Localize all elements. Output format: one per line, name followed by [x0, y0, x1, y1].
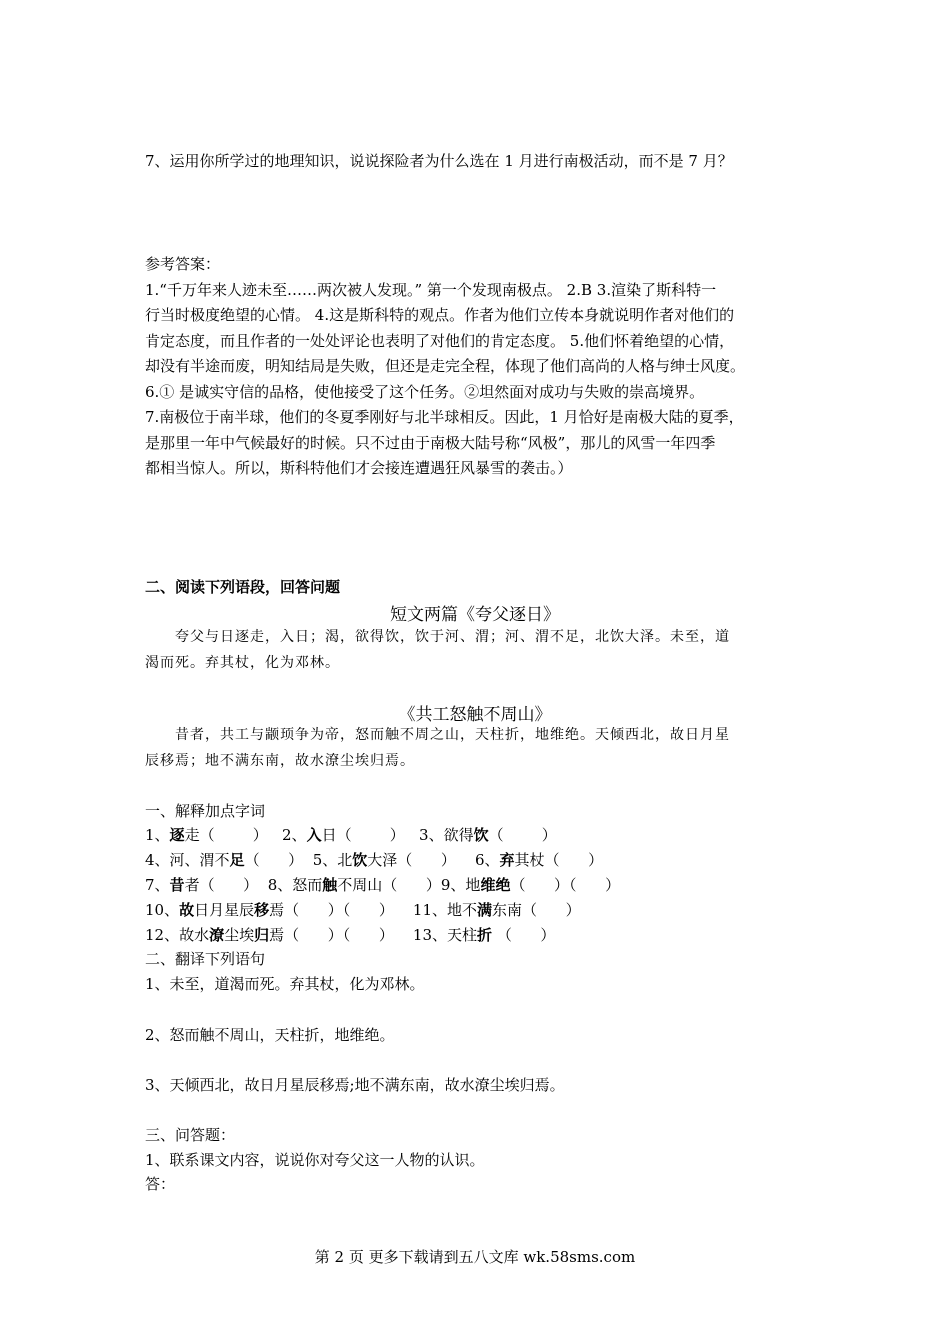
vocab-row: 7、昔者（ ） 8、怒而触不周山（ ）9、地维绝（ ）（ ） — [145, 876, 621, 894]
dotted-word: 饮 — [352, 851, 368, 869]
dotted-word: 逐 — [169, 826, 185, 844]
translate-sentence-1: 1、未至，道渴而死。弃其杖，化为邓林。 — [145, 975, 425, 993]
answer-line: 7.南极位于南半球，他们的冬夏季刚好与北半球相反。因此，1 月恰好是南极大陆的夏季， — [145, 408, 744, 426]
translate-sentence-3: 3、天倾西北，故日月星辰移焉;地不满东南，故水潦尘埃归焉。 — [145, 1076, 565, 1094]
dotted-word: 触 — [322, 876, 338, 894]
dotted-word: 入 — [306, 826, 322, 844]
text-1-line: 夸父与日逐走，入日；渴，欲得饮，饮于河、渭；河、渭不足，北饮大泽。未至，道 — [175, 629, 730, 645]
answer-line: 却没有半途而废，明知结局是失败，但还是走完全程，体现了他们高尚的人格与绅士风度。 — [145, 357, 746, 375]
dotted-word: 移 — [254, 901, 270, 919]
text-2-line: 辰移焉；地不满东南，故水潦尘埃归焉。 — [145, 753, 415, 769]
answer-heading: 参考答案： — [145, 255, 221, 273]
dotted-word: 饮 — [473, 826, 489, 844]
reference-answer — [145, 252, 835, 482]
part-3-heading: 三、问答题： — [145, 1126, 236, 1144]
text-2-title: 《共工怒触不周山》 — [398, 705, 552, 725]
text-1-body — [145, 624, 730, 676]
vocab-row: 1、逐走（ ） 2、入日（ ） 3、欲得饮（ ） — [145, 826, 557, 844]
dotted-word: 昔 — [169, 876, 185, 894]
question-7: 7、运用你所学过的地理知识，说说探险者为什么选在 1 月进行南极活动，而不是 7 月？ — [145, 152, 733, 170]
dotted-word: 归 — [254, 926, 270, 944]
answer-line: 行当时极度绝望的心情。 4.这是斯科特的观点。作者为他们立传本身就说明作者对他们的 — [145, 306, 735, 324]
part-1-heading: 一、解释加点字词 — [145, 802, 266, 820]
text-1-line: 渴而死。弃其杖，化为邓林。 — [145, 655, 340, 671]
answer-line: 是那里一年中气候最好的时候。只不过由于南极大陆号称“风极”，那儿的风雪一年四季 — [145, 433, 716, 452]
dotted-word: 折 — [477, 926, 493, 944]
dotted-word: 潦 — [209, 926, 225, 944]
text-1-title: 短文两篇《夸父逐日》 — [390, 605, 560, 625]
dotted-word: 维绝 — [480, 876, 511, 894]
answer-line: 6.① 是诚实守信的品格，使他接受了这个任务。②坦然面对成功与失败的崇高境界。 — [145, 382, 705, 401]
vocab-row: 4、河、渭不足（ ） 5、北饮大泽（ ） 6、弃其杖（ ） — [145, 851, 604, 869]
answer-label: 答： — [145, 1175, 176, 1193]
dotted-word: 满 — [477, 901, 493, 919]
answer-line: 都相当惊人。所以，斯科特他们才会接连遭遇狂风暴雪的袭击。） — [145, 459, 573, 477]
dotted-word: 足 — [229, 851, 245, 869]
text-2-body — [145, 722, 730, 774]
answer-line: 1.“千万年来人迹未至……两次被人发现。” 第一个发现南极点。 2.B 3.渲染了斯科特一 — [145, 280, 717, 299]
text-2-line: 昔者，共工与颛顼争为帝，怒而触不周之山，天柱折，地维绝。天倾西北，故日月星 — [175, 727, 730, 743]
part-2-heading: 二、翻译下列语句 — [145, 950, 266, 968]
vocab-row: 12、故水潦尘埃归焉（ ）（ ） 13、天柱折 （ ） — [145, 926, 556, 944]
section-2-heading: 二、阅读下列语段，回答问题 — [145, 578, 341, 596]
dotted-word: 故 — [179, 901, 195, 919]
answer-line: 肯定态度，而且作者的一处处评论也表明了对他们的肯定态度。 5.他们怀着绝望的心情， — [145, 331, 735, 350]
page-footer: 第 2 页 更多下载请到五八文库 wk.58sms.com — [314, 1248, 636, 1266]
question-1: 1、联系课文内容，说说你对夸父这一人物的认识。 — [145, 1151, 485, 1169]
translate-sentence-2: 2、怒而触不周山，天柱折，地维绝。 — [145, 1026, 395, 1044]
vocab-row: 10、故日月星辰移焉（ ）（ ） 11、地不满东南（ ） — [145, 901, 581, 919]
dotted-word: 弃 — [499, 851, 515, 869]
